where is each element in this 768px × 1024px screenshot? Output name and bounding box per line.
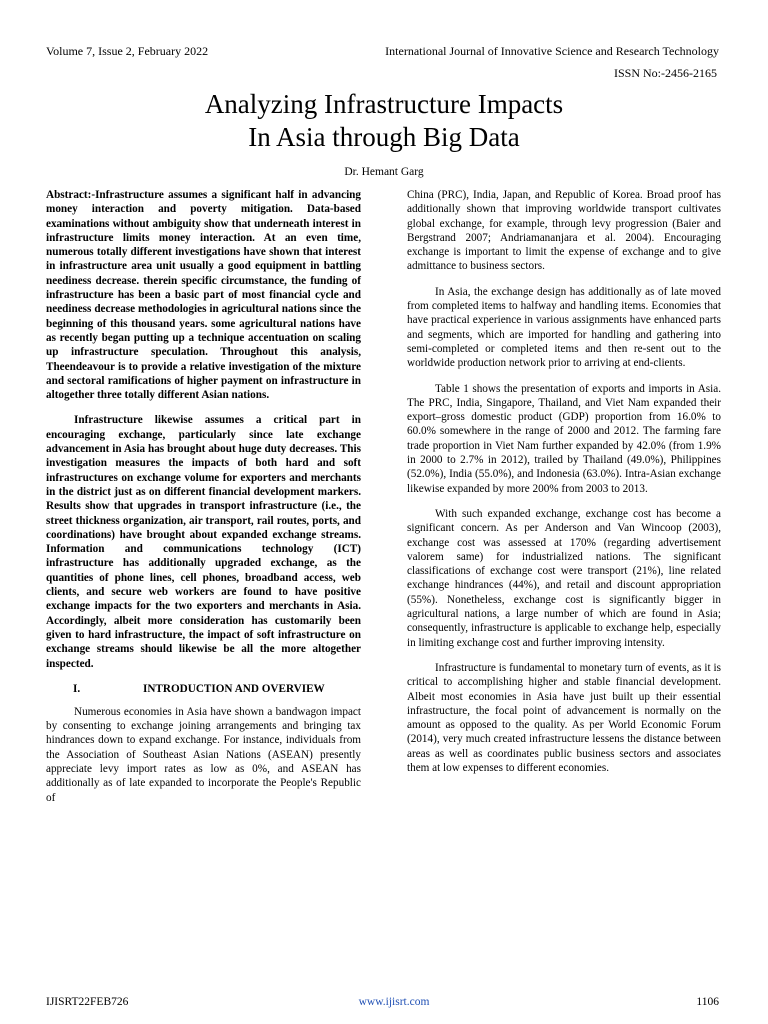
abstract-paragraph-2: Infrastructure likewise assumes a critical part in encouraging exchange, particularly since late exchange advancement in Asia has brought about huge duty decreases. This investigation measures the impacts of both hard and soft infrastructures on exchange volume for exporters and merchants in the district just as on different financial development markers. Results show that upgrades in transport infrastructure (i.e., the street thickness organization, air transport, rail routes, ports, and coordinations) have brought about expanded exchange streams. Information and communications technology (ICT) infrastructure has additionally upgraded exchange, as the quantities of phone lines, cell phones, broadband access, web clients, and secure web workers are found to have positive exchange impacts for the two exporters and merchants in Asia. Accordingly, albeit more consideration has customarily been given to hard infrastructure, the impact of soft infrastructure on exchange streams should likewise be all the more altogether inspected. [46,414,361,670]
journal-name: International Journal of Innovative Science and Research Technology [385,44,719,58]
page-number: 1106 [696,996,719,1008]
paper-title [0,88,768,154]
title-line-1: Analyzing Infrastructure Impacts [204,89,564,119]
intro-paragraph: Numerous economies in Asia have shown a bandwagon impact by consenting to exchange joining arrangements and bringing tax hindrances down to expand exchange. For instance, individuals from the Association of Southeast Asian Nations (ASEAN) presently appreciate levy import rates as low as 0%, and ASEAN has additionally as of late expanded to incorporate the People's Republic of [46,705,361,804]
left-column [46,188,361,816]
right-column [407,188,721,786]
journal-url-link[interactable]: www.ijisrt.com [358,996,430,1008]
body-paragraph-4: With such expanded exchange, exchange cost has become a significant concern. As per Anderson and Van Wincoop (2003), exchange cost was assessed at 170% (regarding advertisement valorem same) for industrialized nations. The significant classifications of exchange cost were transport (21%), line related exchange hindrances (44%), and retail and discount appropriation (55%). Nonetheless, exchange cost is significantly bigger in agricultural nations, a large number of which are found in Asia; consequently, infrastructure is applicable to exchange help, especially in limiting exchange cost and further improving intensity. [407,507,721,649]
paper-code: IJISRT22FEB726 [46,996,129,1008]
body-paragraph-3: Table 1 shows the presentation of exports and imports in Asia. The PRC, India, Singapore, Thailand, and Viet Nam expanded their export–gross domestic product (GDP) proportion from 16.0% to 60.0% somewhere in the range of 2000 and 2012. The farming fare trade proportion in Viet Nam further expanded by 42.0% (from 1.9% in 2000 to 2.7% in 2012), trailed by Thailand (49.0%), Philippines (52.0%), India (55.0%), and Indonesia (63.0%). Intra-Asian exchange likewise expanded by more 200% from 2003 to 2013. [407,382,721,495]
title-line-2: In Asia through Big Data [248,122,520,152]
issn: ISSN No:-2456-2165 [613,66,717,80]
section-title: INTRODUCTION AND OVERVIEW [143,682,325,695]
abstract-paragraph: Abstract:-Infrastructure assumes a significant half in advancing money interaction and poverty mitigation. Data-based examinations without ambiguity show that underneath interest in infrastructure limits money interaction. At an even time, numerous totally different investigations have shown that interest in infrastructure area unit usually a good equipment in battling neediness decrease. therein specific circumstance, the funding of infrastructure has been a basic part of most financial cycle and neediness decrease methodologies in agricultural nations since the beginning of this thousand years. some agricultural nations have as recently began putting up a technique accentuation on scaling up infrastructure speculation. Throughout this analysis, Theendeavour is to provide a relative investigation of the mixture and sectoral ramifications of higher payment on infrastructure in altogether three totally different Asian nations. [46,189,361,402]
section-number: I. [73,682,81,695]
body-paragraph-5: Infrastructure is fundamental to monetary turn of events, as it is critical to accomplishing higher and stable financial development. Albeit most economies in Asia have just built up their essential infrastructure, the focal point of advancement is normally on the amount as opposed to the quality. As per World Economic Forum (2014), very much created infrastructure lessens the distance between areas as well as coordinates public business sectors and associates them at low expenses to different economies. [407,661,721,774]
volume-info: Volume 7, Issue 2, February 2022 [46,44,209,58]
section-heading [46,682,361,696]
body-paragraph-1: China (PRC), India, Japan, and Republic of Korea. Broad proof has additionally shown that improving worldwide transport cultivates global exchange, for example, through levy progression (Baier and Bergstrand 2007; Andriamananjara et al. 2004). Encouraging exchange is important to limit the expense of exchange and to give admittance to business sectors. [407,189,721,273]
author: Dr. Hemant Garg [344,166,424,178]
body-paragraph-2: In Asia, the exchange design has additionally as of late moved from completed items to halfway and handling items. Economies that have practical experience in various assignments have enhanced parts and segments, which are imported for handling and gathering into semi-completed or completed items and then re-sent out to the worldwide production network prior to arriving at end-clients. [407,285,721,370]
